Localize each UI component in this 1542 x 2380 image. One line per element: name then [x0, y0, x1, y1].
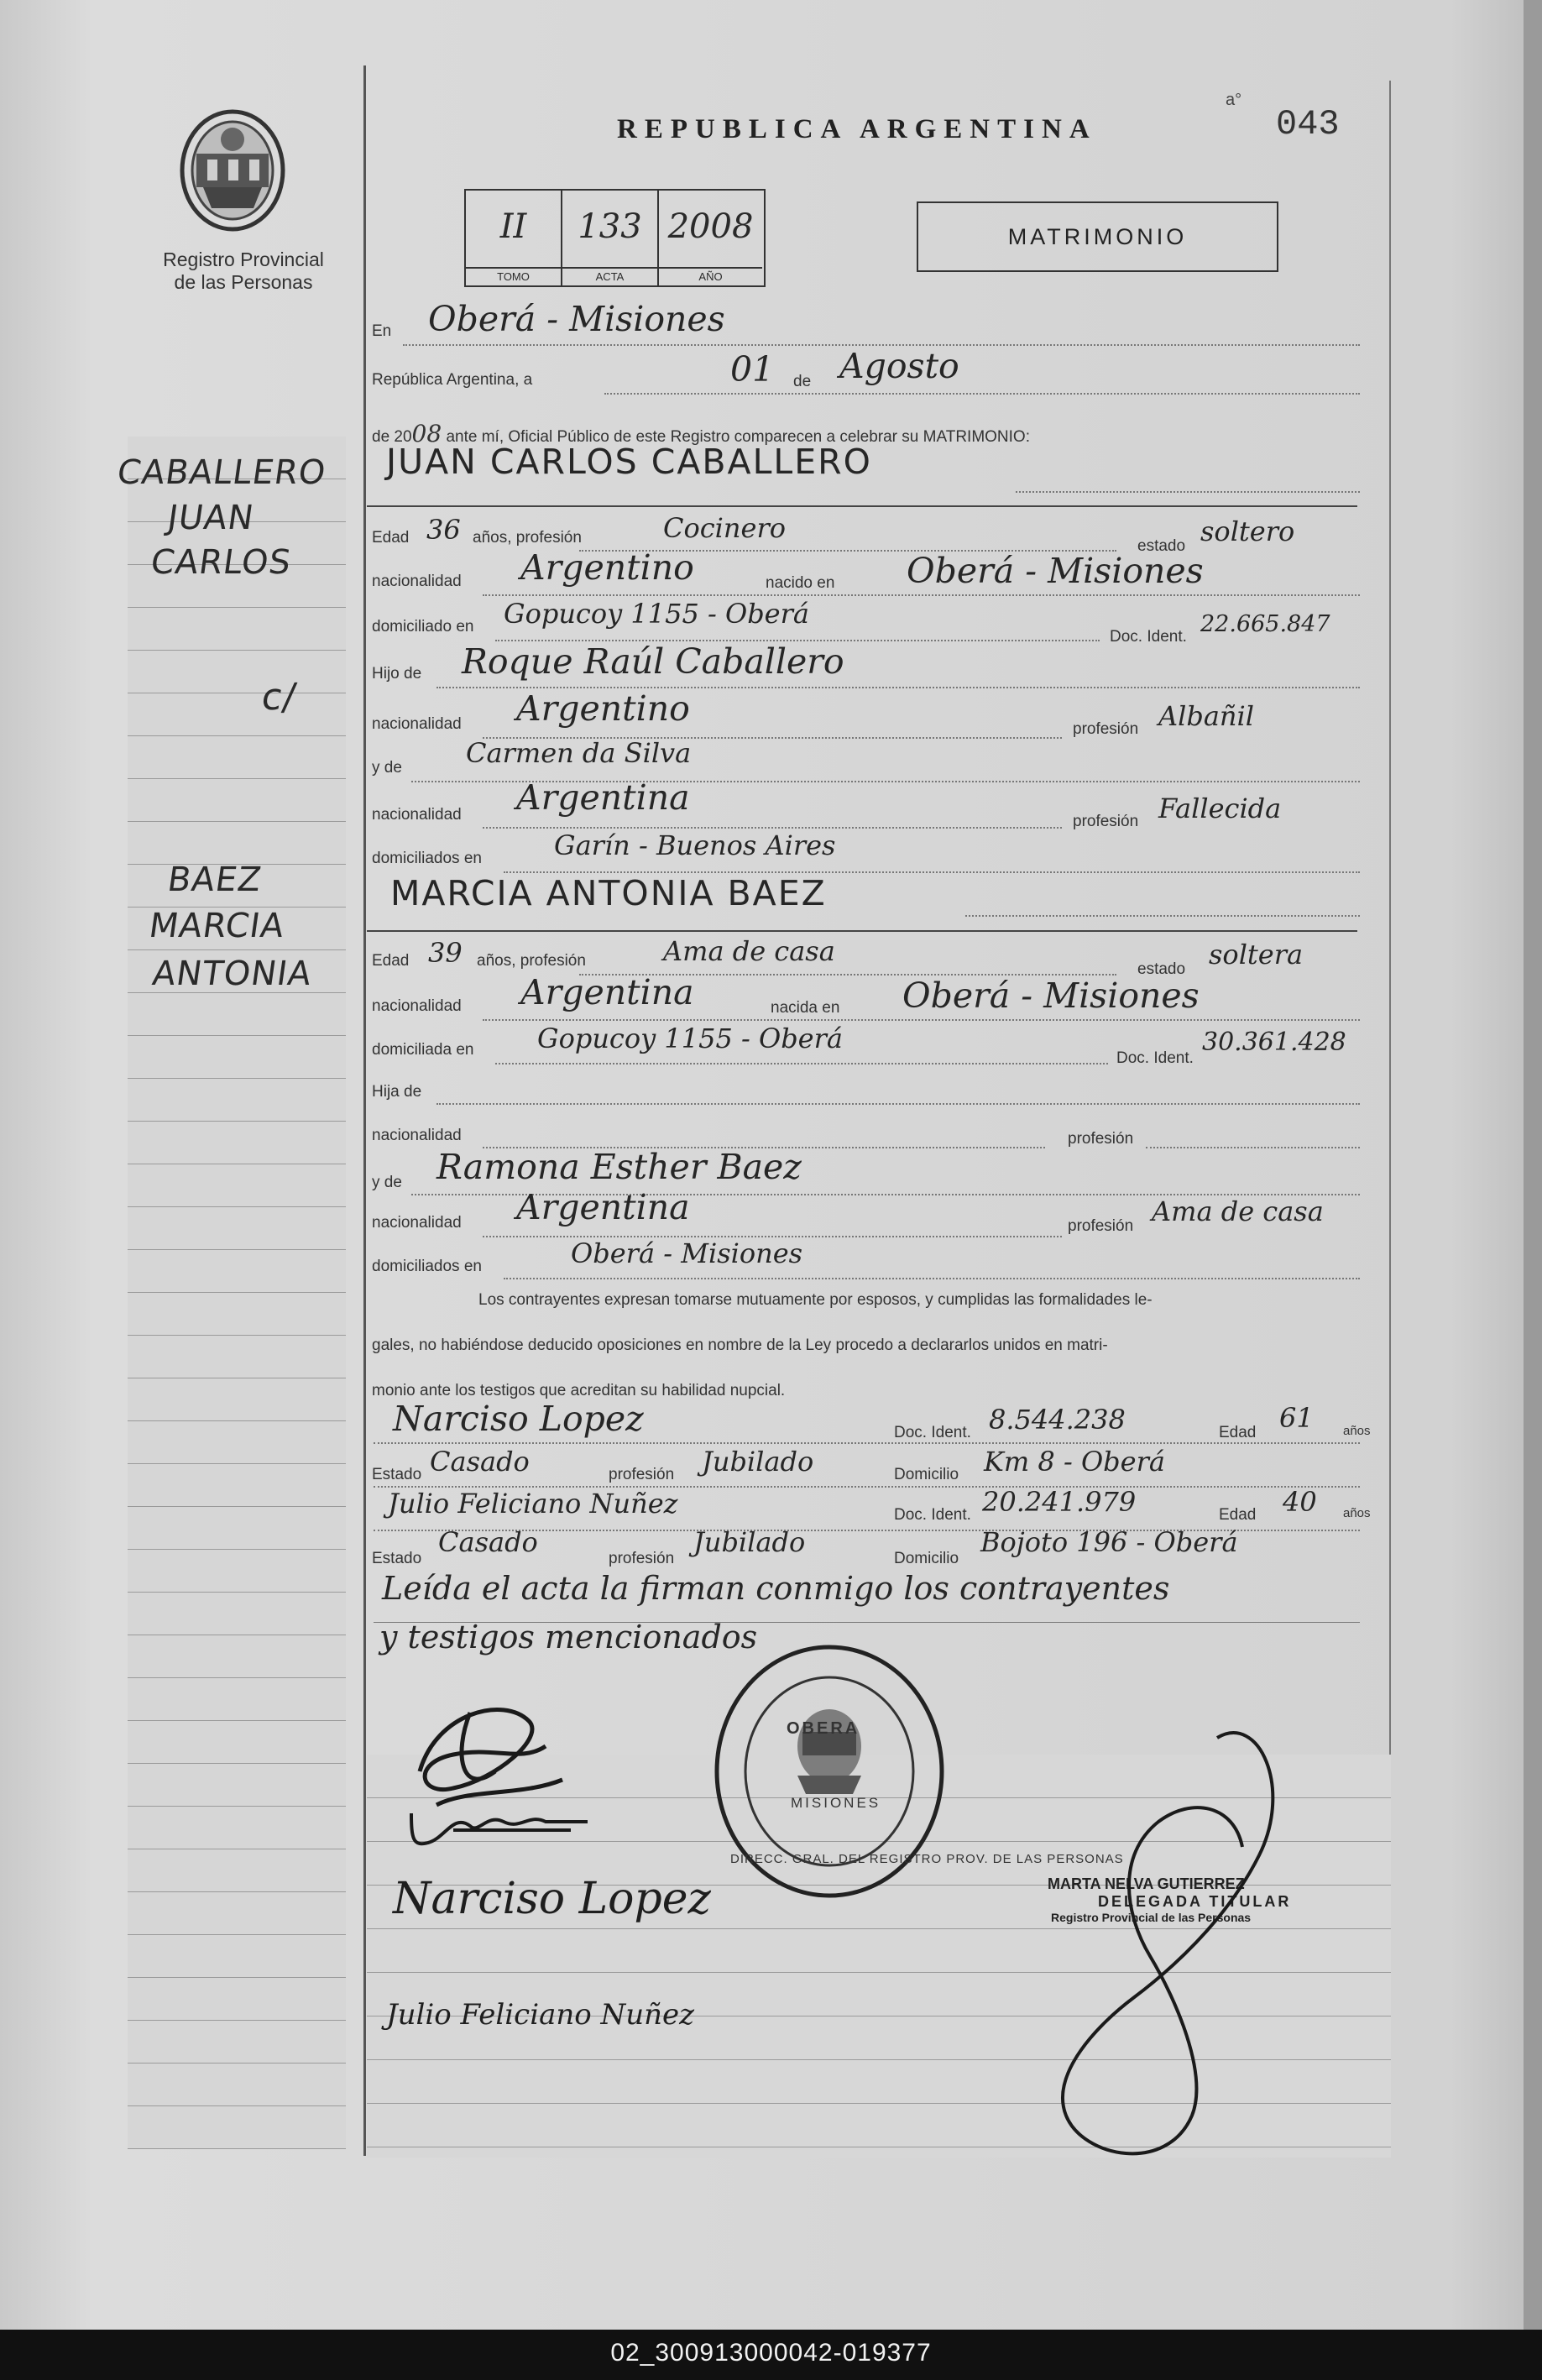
intro-year-line: de 2008 ante mí, Oficial Público de este Registro comparecen a celebrar su MATRIMONIO: [372, 420, 1030, 447]
groom-mother-prof-label: profesión [1073, 813, 1139, 830]
groom-doc: 22.665.847 [1200, 611, 1330, 637]
province-emblem-icon [178, 107, 287, 233]
acta-cell [562, 191, 659, 285]
bride-nationality: Argentina [520, 972, 694, 1012]
folio-number: 043 [1276, 104, 1340, 144]
folio-note: a° [1226, 91, 1242, 109]
witness-1-prof-label: profesión [609, 1466, 675, 1483]
bride-nacida-label: nacida en [771, 999, 840, 1017]
bride-birthplace: Oberá - Misiones [902, 976, 1200, 1016]
groom-nat-label: nacionalidad [372, 573, 462, 590]
margin-bride-first: MARCIA [146, 907, 287, 945]
place-value: Oberá - Misiones [428, 299, 725, 339]
official-name: MARTA NELVA GUTIERREZ [1048, 1875, 1245, 1892]
acta-value: 133 [578, 207, 642, 246]
republica-label: República Argentina, a [372, 371, 533, 389]
groom-doc-label: Doc. Ident. [1110, 628, 1187, 646]
margin-ruled-column [128, 437, 346, 2149]
margin-bride-surname: BAEZ [165, 860, 264, 899]
tomo-value: II [499, 207, 527, 246]
bride-mother-prof-label: profesión [1068, 1217, 1134, 1235]
groom-dom-label: domiciliado en [372, 618, 474, 636]
margin-groom-surname: CABALLERO [114, 453, 329, 492]
document-type-box: MATRIMONIO [917, 201, 1278, 272]
witness-1-age: 61 [1279, 1402, 1314, 1434]
bride-mother-nat-label: nacionalidad [372, 1214, 462, 1232]
witness-2-age: 40 [1283, 1486, 1317, 1518]
year-suffix: 08 [411, 420, 442, 447]
groom-estado-label: estado [1137, 537, 1186, 555]
official-role: DELEGADA TITULAR [1098, 1893, 1292, 1910]
groom-address: Gopucoy 1155 - Oberá [504, 598, 809, 630]
declaration-line-1: Los contrayentes expresan tomarse mutuamente por esposos, y cumplidas las formalidades le- [478, 1291, 1153, 1309]
signature-2-icon [403, 1797, 604, 1855]
witness-1-address: Km 8 - Oberá [984, 1446, 1165, 1478]
bride-hija-label: Hija de [372, 1083, 422, 1101]
groom-mother-profession: Fallecida [1158, 792, 1282, 824]
bride-prof-label: años, profesión [477, 952, 586, 970]
groom-mother-nationality: Argentina [516, 777, 690, 818]
witness-2-estado-label: Estado [372, 1550, 422, 1567]
margin-bride-second: ANTONIA [149, 955, 315, 993]
tomo-label: TOMO [466, 267, 561, 285]
witness-2-status: Casado [438, 1526, 538, 1558]
groom-mother-nat-label: nacionalidad [372, 806, 462, 824]
groom-birthplace: Oberá - Misiones [907, 551, 1204, 591]
groom-age-label: Edad [372, 529, 410, 547]
acta-label: ACTA [562, 267, 657, 285]
groom-age: 36 [426, 514, 461, 546]
witness-2-profession: Jubilado [693, 1526, 806, 1558]
witness-1-doc-label: Doc. Ident. [894, 1424, 971, 1441]
anio-label: AÑO [659, 267, 762, 285]
bride-name: MARCIA ANTONIA BAEZ [390, 873, 827, 913]
groom-parents-dom-label: domiciliados en [372, 850, 482, 867]
witness-1-profession: Jubilado [702, 1446, 814, 1478]
witness-1-name: Narciso Lopez [393, 1399, 644, 1439]
month-value: Agosto [839, 346, 959, 386]
registry-name: Registro Provincial de las Personas [163, 248, 324, 293]
closing-line-1: Leída el acta la firman conmigo los contrayentes [382, 1570, 1170, 1607]
de-label: de [793, 373, 812, 390]
margin-groom-second: CARLOS [148, 543, 295, 582]
bride-status: soltera [1209, 939, 1304, 970]
tomo-cell [466, 191, 562, 285]
groom-name: JUAN CARLOS CABALLERO [386, 442, 872, 482]
witness-2-name: Julio Feliciano Nuñez [388, 1488, 678, 1520]
seal-bottom-text: MISIONES [791, 1795, 881, 1811]
declaration-line-3: monio ante los testigos que acreditan su habilidad nupcial. [372, 1382, 786, 1399]
bride-estado-label: estado [1137, 960, 1186, 978]
seal-center-text: OBERA [787, 1719, 860, 1738]
bride-mother-profession: Ama de casa [1152, 1195, 1324, 1227]
groom-separator [367, 505, 1357, 507]
groom-hijo-label: Hijo de [372, 665, 422, 683]
image-id-label: 02_300913000042-019377 [610, 2339, 932, 2367]
bride-separator [367, 930, 1357, 932]
day-value: 01 [730, 349, 775, 390]
bride-mother-nationality: Argentina [516, 1187, 690, 1227]
official-office: Registro Provincial de las Personas [1051, 1911, 1252, 1924]
groom-nacido-label: nacido en [766, 574, 835, 592]
margin-divider [363, 65, 366, 2156]
witness-1-estado-label: Estado [372, 1466, 422, 1483]
witness-2-dom-label: Domicilio [894, 1550, 959, 1567]
seal-outer-text: DIRECC. GRAL. DEL REGISTRO PROV. DE LAS PERSONAS [730, 1852, 1124, 1866]
groom-father-nat-label: nacionalidad [372, 715, 462, 733]
anio-cell [659, 191, 762, 285]
groom-profession: Cocinero [663, 512, 787, 544]
bride-doc: 30.361.428 [1202, 1028, 1346, 1057]
bride-doc-label: Doc. Ident. [1116, 1049, 1194, 1067]
groom-mother: Carmen da Silva [466, 737, 692, 769]
bride-nat-label: nacionalidad [372, 997, 462, 1015]
bride-address: Gopucoy 1155 - Oberá [537, 1023, 843, 1054]
witness-1-edad-label: Edad [1219, 1424, 1257, 1441]
groom-father: Roque Raúl Caballero [462, 641, 844, 682]
groom-father-profession: Albañil [1158, 700, 1254, 732]
record-number-table [464, 189, 766, 287]
witness-2-doc-label: Doc. Ident. [894, 1506, 971, 1524]
bride-dom-label: domiciliada en [372, 1041, 474, 1059]
country-heading: REPUBLICA ARGENTINA [617, 114, 1097, 144]
witness-2-edad-label: Edad [1219, 1506, 1257, 1524]
signature-3: Narciso Lopez [393, 1874, 711, 1924]
witness-1-anios-label: años [1343, 1424, 1371, 1438]
signature-4: Julio Feliciano Nuñez [386, 1998, 695, 2032]
bride-mother: Ramona Esther Baez [436, 1147, 802, 1187]
official-signature-icon [1049, 1721, 1284, 2174]
witness-2-anios-label: años [1343, 1506, 1371, 1520]
en-label: En [372, 322, 392, 340]
bride-age-label: Edad [372, 952, 410, 970]
bride-father-prof-label: profesión [1068, 1130, 1134, 1148]
groom-father-nationality: Argentino [516, 688, 690, 729]
bride-age: 39 [428, 937, 463, 969]
closing-line-2: y testigos mencionados [379, 1619, 758, 1656]
witness-1-dom-label: Domicilio [894, 1466, 959, 1483]
anio-value: 2008 [667, 207, 754, 246]
groom-prof-label: años, profesión [473, 529, 582, 547]
page-edge [1524, 0, 1542, 2330]
groom-nationality: Argentino [520, 547, 694, 588]
margin-conjunction: c/ [259, 676, 300, 719]
bride-parents-address: Oberá - Misiones [571, 1237, 803, 1269]
groom-status: soltero [1200, 515, 1295, 547]
witness-2-prof-label: profesión [609, 1550, 675, 1567]
margin-groom-first: JUAN [165, 499, 257, 537]
bride-parents-dom-label: domiciliados en [372, 1258, 482, 1275]
groom-father-prof-label: profesión [1073, 720, 1139, 738]
groom-parents-address: Garín - Buenos Aires [554, 829, 836, 861]
bride-profession: Ama de casa [663, 935, 835, 967]
bride-yde-label: y de [372, 1174, 402, 1191]
witness-1-doc: 8.544.238 [989, 1404, 1126, 1436]
declaration-line-2: gales, no habiéndose deducido oposiciones en nombre de la Ley procedo a declararlos unidos en matri- [372, 1336, 1108, 1354]
bride-father-nat-label: nacionalidad [372, 1127, 462, 1144]
witness-2-address: Bojoto 196 - Oberá [980, 1526, 1238, 1558]
groom-yde-label: y de [372, 759, 402, 777]
witness-2-doc: 20.241.979 [982, 1486, 1137, 1518]
witness-1-status: Casado [430, 1446, 530, 1478]
